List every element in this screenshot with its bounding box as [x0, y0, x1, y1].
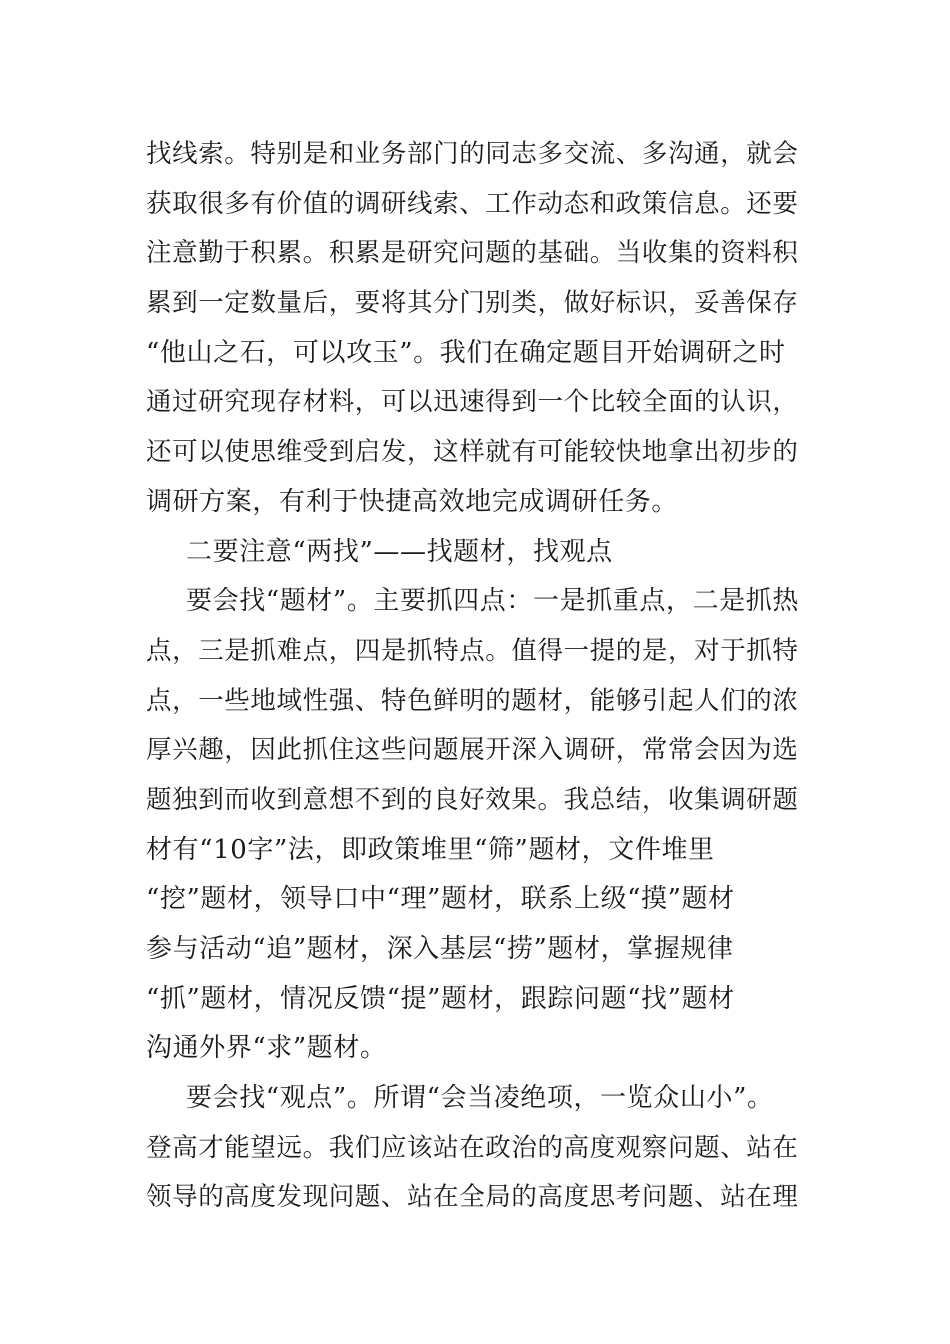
text-line: 沟通外界“求”题材。	[146, 1033, 387, 1064]
text-line: 要会找“题材”。主要抓四点：一是抓重点，二是抓热	[186, 586, 799, 617]
section-heading: 二要注意“两找”——找题材，找观点	[186, 536, 613, 567]
text-line: 厚兴趣，因此抓住这些问题展开深入调研，常常会因为选	[146, 735, 799, 766]
text-line: 登高才能望远。我们应该站在政治的高度观察问题、站在	[146, 1132, 799, 1163]
text-line: 调研方案，有利于快捷高效地完成调研任务。	[146, 486, 679, 517]
text-line: 注意勤于积累。积累是研究问题的基础。当收集的资料积	[146, 238, 799, 269]
text-line: 点，一些地域性强、特色鲜明的题材，能够引起人们的浓	[146, 685, 799, 716]
document-body	[146, 130, 806, 1223]
text-line: “他山之石，可以攻玉”。我们在确定题目开始调研之时	[146, 337, 786, 368]
text-line: 点，三是抓难点，四是抓特点。值得一提的是，对于抓特	[146, 635, 799, 666]
text-line: 通过研究现存材料，可以迅速得到一个比较全面的认识，	[146, 387, 799, 418]
text-line: 要会找“观点”。所谓“会当凌绝项，一览众山小”。	[186, 1083, 774, 1114]
text-line: “抓”题材，情况反馈“提”题材，跟踪问题“找”题材	[146, 983, 735, 1014]
text-line: “挖”题材，领导口中“理”题材，联系上级“摸”题材	[146, 884, 735, 915]
text-line: 材有“10字”法，即政策堆里“筛”题材，文件堆里	[146, 834, 715, 865]
text-line: 还可以使思维受到启发，这样就有可能较快地拿出初步的	[146, 437, 799, 468]
text-line: 找线索。特别是和业务部门的同志多交流、多沟通，就会	[146, 139, 799, 169]
text-line: 获取很多有价值的调研线索、工作动态和政策信息。还要	[146, 188, 799, 219]
text-line: 领导的高度发现问题、站在全局的高度思考问题、站在理	[146, 1182, 799, 1213]
text-line: 参与活动“追”题材，深入基层“捞”题材，掌握规律	[146, 934, 734, 964]
text-line: 题独到而收到意想不到的良好效果。我总结，收集调研题	[146, 784, 799, 815]
text-line: 累到一定数量后，要将其分门别类，做好标识，妥善保存	[146, 288, 799, 319]
